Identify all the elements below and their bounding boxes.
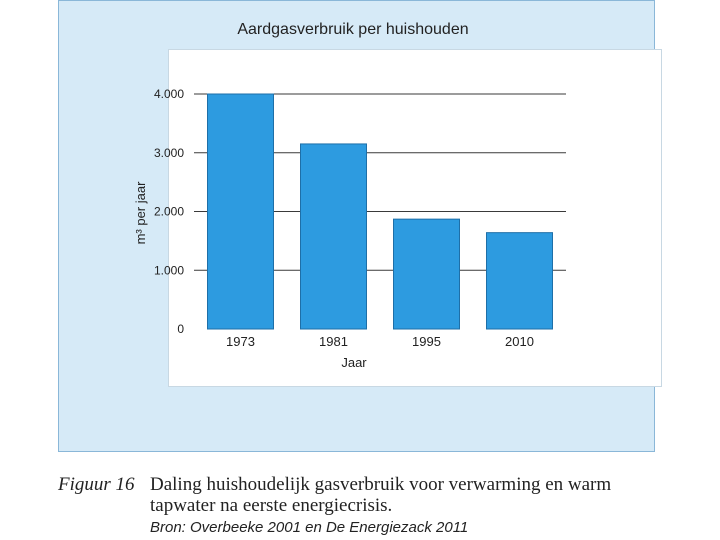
bar-1995 [394, 219, 460, 329]
figure-caption [58, 474, 678, 536]
y-tick-label: 1.000 [153, 263, 184, 278]
y-axis-label: m³ per jaar [133, 181, 148, 245]
x-axis-label: Jaar [341, 355, 367, 370]
caption-source: Bron: Overbeeke 2001 en De Energiezack 2011 [150, 519, 469, 536]
y-tick-label: 4.000 [153, 87, 184, 101]
y-tick-label: 0 [177, 322, 184, 336]
x-tick-label: 1995 [412, 334, 441, 349]
caption-text: Daling huishoudelijk gasverbruik voor verwarming en warm tapwater na eerste energiecrisis. [150, 474, 612, 516]
y-tick-label: 2.000 [153, 204, 184, 219]
x-tick-label: 1973 [226, 334, 255, 349]
y-tick-label: 3.000 [153, 145, 184, 160]
bar-1973 [208, 94, 274, 329]
x-tick-label: 2010 [505, 334, 534, 349]
bar-2010 [487, 233, 553, 329]
bar-1981 [301, 144, 367, 329]
x-tick-label: 1981 [319, 334, 348, 349]
figure-number: Figuur 16 [58, 474, 135, 495]
chart-title: Aardgasverbruik per huishouden [237, 21, 469, 38]
